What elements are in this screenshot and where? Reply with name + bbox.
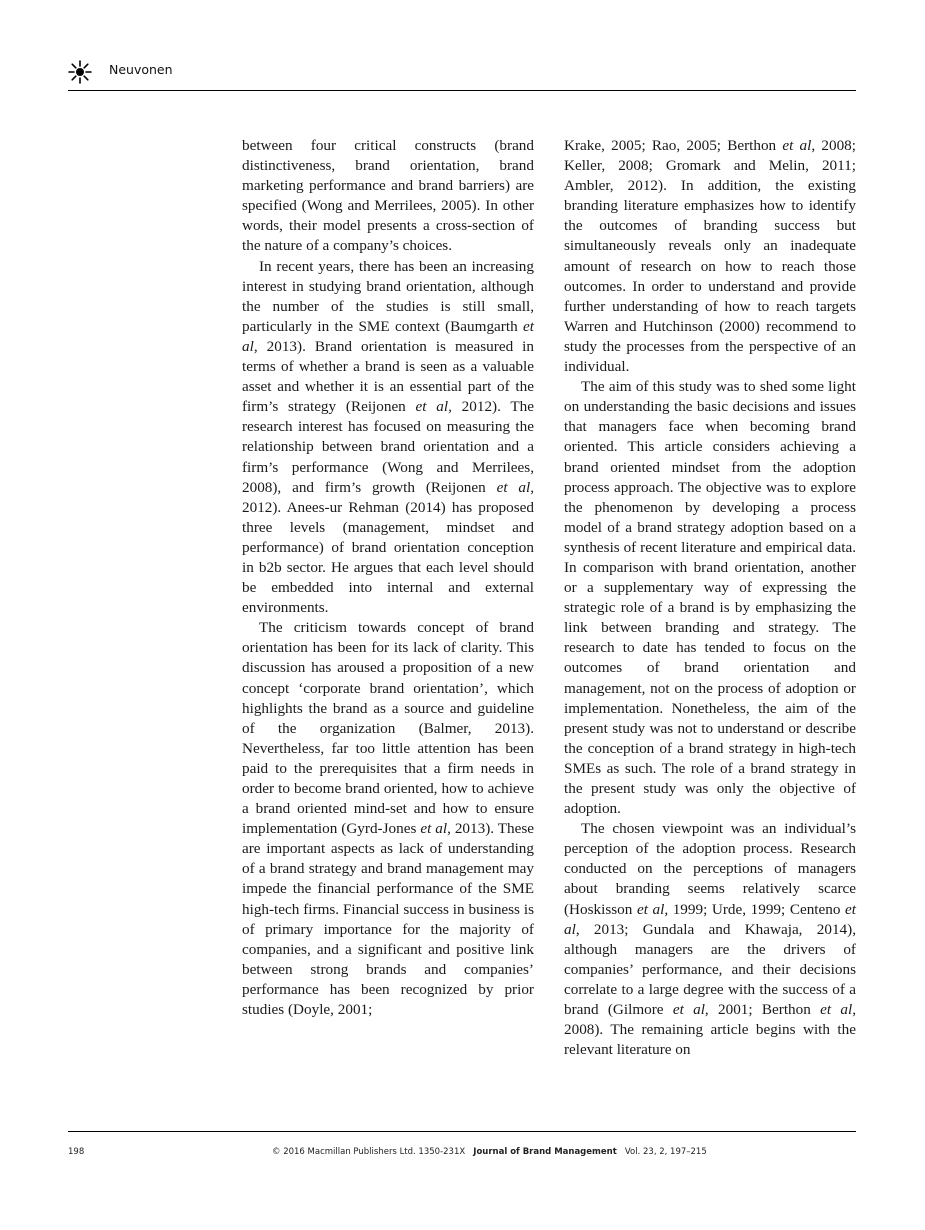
left-column (242, 136, 534, 1020)
page-number: 198 (68, 1147, 85, 1157)
footer-citation (272, 1147, 707, 1157)
header-author: Neuvonen (109, 62, 173, 77)
publisher-logo-icon (68, 60, 92, 84)
running-header (68, 58, 856, 91)
paragraph: Krake, 2005; Rao, 2005; Berthon et al, 2008; Keller, 2008; Gromark and Melin, 2011; Ambler, 2012). In addition, the existing branding literature emphasizes how to identify the outcomes of branding success but simultaneously reveals only an inadequate amount of research on how to reach those outcomes. In order to understand and provide further understanding of how to reach targets Warren and Hutchinson (2000) recommend to study the processes from the perspective of an individual. (564, 137, 856, 376)
paragraph: In recent years, there has been an increasing interest in studying brand orientation, although the number of the studies is still small, particularly in the SME context (Baumgarth et al, 2013). Brand orientation is measured in terms of whether a brand is seen as a valuable asset and whether it is an essential part of the firm’s strategy (Reijonen et al, 2012). The research interest has focused on measuring the relationship between brand orientation and a firm’s performance (Wong and Merrilees, 2008), and firm’s growth (Reijonen et al, 2012). Anees-ur Rehman (2014) has proposed three levels (management, mindset and performance) of brand orientation conception in b2b sector. He argues that each level should be embedded into internal and external environments. (242, 257, 534, 617)
copyright-text: © 2016 Macmillan Publishers Ltd. 1350-231X (272, 1147, 466, 1157)
paragraph: The chosen viewpoint was an individual’s perception of the adoption process. Research conducted on the perceptions of managers about branding seems relatively scarce (Hoskisson et al, 1999; Urde, 1999; Centeno et al, 2013; Gundala and Khawaja, 2014), although managers are the drivers of companies’ performance, and their decisions correlate to a large degree with the success of a brand (Gilmore et al, 2001; Berthon et al, 2008). The remaining article begins with the relevant literature on (564, 820, 857, 1059)
footer-divider (68, 1131, 856, 1132)
right-column (564, 136, 856, 1060)
paragraph: The criticism towards concept of brand orientation has been for its lack of clarity. This discussion has aroused a proposition of a new concept ‘corporate brand orientation’, which highlights the brand as a source and guideline of the organization (Balmer, 2013). Nevertheless, far too little attention has been paid to the prerequisites that a firm needs in order to become brand oriented, how to achieve a brand oriented mind-set and how to ensure implementation (Gyrd-Jones et al, 2013). These are important aspects as lack of understanding of a brand strategy and brand management may impede the financial performance of the SME high-tech firms. Financial success in business is of primary importance for the majority of companies, and a significant and positive link between strong brands and companies’ performance has been recognized by prior studies (Doyle, 2001; (242, 619, 534, 1019)
paragraph: between four critical constructs (brand distinctiveness, brand orientation, brand marketing performance and brand barriers) are specified (Wong and Merrilees, 2005). In other words, their model presents a cross-section of the nature of a company’s choices. (242, 137, 534, 255)
volume-info: Vol. 23, 2, 197–215 (624, 1147, 707, 1157)
paragraph: The aim of this study was to shed some light on understanding the basic decisions and issues that managers face when becoming brand oriented. This article considers achieving a brand oriented mindset from the adoption process approach. The objective was to explore the phenomenon by developing a process model of a brand strategy adoption based on a synthesis of recent literature and empirical data. In comparison with brand orientation, another or a supplementary way of expressing the strategic role of a brand is by emphasizing the link between branding and strategy. The research to date has tended to focus on the outcomes of brand orientation and management, not on the process of adoption or implementation. Nonetheless, the aim of the present study was not to understand or describe the conception of a brand strategy in high-tech SMEs as such. The role of a brand strategy in the present study was only the objective of adoption. (564, 378, 856, 818)
journal-name: Journal of Brand Management (473, 1147, 617, 1157)
